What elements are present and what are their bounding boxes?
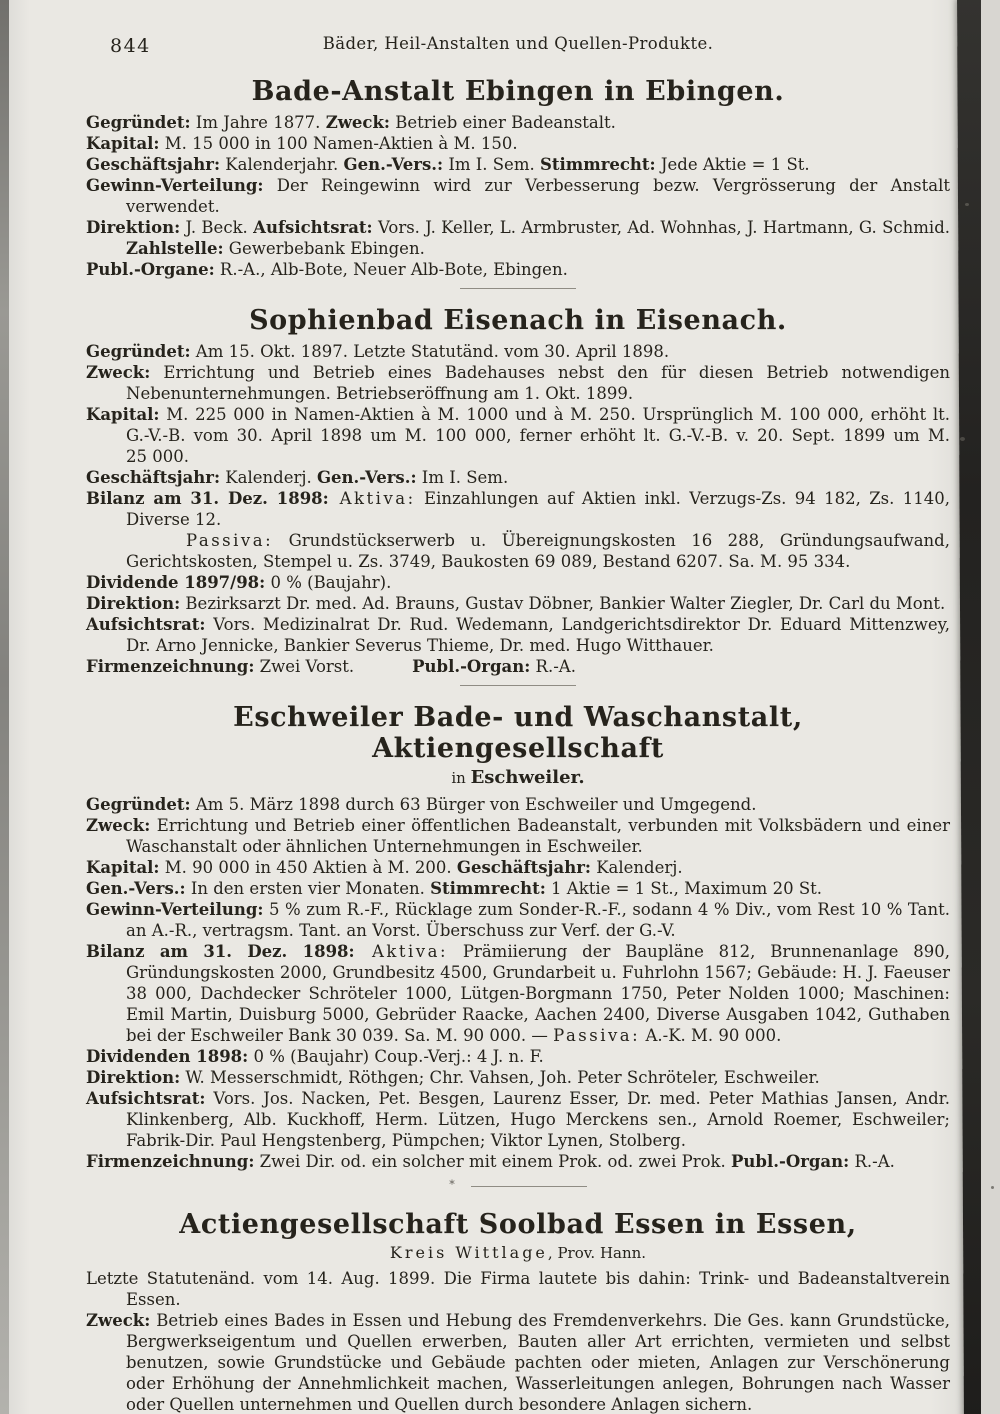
scan-speck — [960, 437, 965, 441]
company-entry-ebingen — [86, 76, 950, 280]
company-entry-eisenach — [86, 305, 950, 677]
text-run: Kalenderj. — [220, 468, 317, 487]
entry-paragraph — [86, 341, 950, 362]
text-run: Dividenden 1898: — [86, 1047, 249, 1066]
entry-paragraph — [86, 656, 950, 677]
text-run: M. 90 000 in 450 Aktien à M. 200. — [159, 858, 457, 877]
text-run: Eschweiler. — [470, 767, 585, 788]
text-run: Zweck: — [86, 363, 151, 382]
text-run: Jede Aktie = 1 St. — [655, 155, 810, 174]
text-run: Am 15. Okt. 1897. Letzte Statutänd. vom 30. April 1898. — [190, 342, 670, 361]
text-run: In den ersten vier Monaten. — [185, 879, 431, 898]
text-run: Gewinn-Verteilung: — [86, 900, 264, 919]
text-run: Publ.-Organ: — [731, 1152, 850, 1171]
text-run: Vors. J. Keller, L. Armbruster, Ad. Wohnhas, J. Hartmann, G. Schmid. — [372, 218, 950, 237]
text-run: Im I. Sem. — [443, 155, 540, 174]
page-number: 844 — [110, 35, 151, 57]
text-run: Einzahlungen auf Aktien inkl. Verzugs-Zs. 94 182, Zs. 1140, Diverse 12. — [126, 489, 950, 529]
entry-paragraph — [86, 112, 950, 133]
entry-heading: Sophienbad Eisenach in Eisenach. — [249, 305, 787, 336]
entry-subheading — [86, 767, 950, 788]
entry-paragraph — [86, 259, 950, 280]
section-divider — [86, 1180, 950, 1193]
text-run: Kapital: — [86, 405, 160, 424]
entry-paragraph — [86, 593, 950, 614]
text-run: Zwei Dir. od. ein solcher mit einem Prok. od. zwei Prok. — [254, 1152, 732, 1171]
entry-heading: Actiengesellschaft Soolbad Essen in Essen, — [179, 1209, 857, 1240]
entry-paragraph — [86, 217, 950, 259]
text-run: Bezirksarzt Dr. med. Ad. Brauns, Gustav Döbner, Bankier Walter Ziegler, Dr. Carl du Mont. — [180, 594, 946, 613]
text-run: Direktion: — [86, 218, 181, 237]
text-run: 0 % (Baujahr) Coup.-Verj.: 4 J. n. F. — [248, 1047, 544, 1066]
text-run: Betrieb einer Badeanstalt. — [390, 113, 616, 132]
section-divider — [86, 685, 950, 686]
entry-heading: Bade-Anstalt Ebingen in Ebingen. — [251, 76, 785, 107]
text-run: Gewerbebank Ebingen. — [223, 239, 425, 258]
text-run: Gegründet: — [86, 342, 191, 361]
entry-paragraph — [86, 1310, 950, 1414]
text-run: Zweck: — [325, 113, 391, 132]
entry-heading: Eschweiler Bade- und Waschanstalt, Aktiengesellschaft — [233, 702, 803, 764]
text-run: Im Jahre 1877. — [190, 113, 326, 132]
entry-paragraph — [86, 572, 950, 593]
text-run: in — [451, 769, 471, 787]
text-run: Kalenderjahr. — [220, 155, 344, 174]
text-run: Errichtung und Betrieb eines Badehauses nebst den für diesen Betrieb notwendigen Nebenunternehmungen. Betriebseröffnung am 1. Okt. 1899. — [126, 363, 950, 403]
company-entries — [86, 76, 950, 1414]
text-run: Publ.-Organ: — [412, 657, 531, 676]
text-run: Aufsichtsrat: — [253, 218, 373, 237]
text-run: Grundstückserwerb u. Übereignungskosten 16 288, Gründungsaufwand, Gerichtskosten, Stempel u. Zs. 3749, Baukosten 69 089, Bestand 6207. Sa. M. 95 334. — [126, 531, 950, 571]
text-run: Zweck: — [86, 1311, 151, 1330]
text-run: Geschäftsjahr: — [456, 858, 591, 877]
text-run: M. 15 000 in 100 Namen-Aktien à M. 150. — [159, 134, 518, 153]
entry-subheading — [86, 1243, 950, 1262]
text-run: Publ.-Organe: — [86, 260, 215, 279]
text-run: Zweck: — [86, 816, 151, 835]
text-run: A.-K. M. 90 000. — [640, 1026, 782, 1045]
entry-paragraph — [86, 404, 950, 467]
text-run: Kapital: — [86, 134, 160, 153]
entry-paragraph — [86, 530, 950, 572]
text-run: Kalenderj. — [590, 858, 683, 877]
text-run: Gegründet: — [86, 795, 191, 814]
entry-paragraph — [86, 899, 950, 941]
text-run: R.-A. — [530, 657, 576, 676]
text-run: Errichtung und Betrieb einer öffentlichen Badeanstalt, verbunden mit Volksbädern und einer Waschanstalt oder ähnlichen Unternehmungen in Eschweiler. — [126, 816, 950, 856]
text-run: Aufsichtsrat: — [86, 615, 206, 634]
text-run: Stimmrecht: — [430, 879, 546, 898]
text-run: 0 % (Baujahr). — [265, 573, 392, 592]
entry-paragraph — [86, 941, 950, 1046]
text-run: Zahlstelle: — [126, 239, 224, 258]
divider-line — [471, 1186, 587, 1187]
running-title: Bäder, Heil-Anstalten und Quellen-Produkte. — [322, 34, 714, 53]
running-header — [86, 34, 950, 60]
text-run: Bilanz am 31. Dez. 1898: — [86, 942, 355, 961]
text-run: Passiva: — [186, 531, 274, 550]
text-run: Zwei Vorst. — [254, 657, 355, 676]
text-run: Gen.-Vers.: — [86, 879, 186, 898]
text-run: Stimmrecht: — [539, 155, 656, 174]
text-run: Direktion: — [86, 594, 181, 613]
entry-paragraph — [86, 1151, 950, 1172]
text-run: Bilanz am 31. Dez. 1898: — [86, 489, 329, 508]
entry-paragraph — [86, 1088, 950, 1151]
entry-paragraph — [86, 133, 950, 154]
scan-speck — [991, 1186, 994, 1189]
text-run: Gegründet: — [86, 113, 191, 132]
divider-mark: * — [449, 1178, 455, 1191]
text-run: Betrieb eines Bades in Essen und Hebung des Fremdenverkehrs. Die Ges. kann Grundstücke, Bergwerkseigentum und Quellen erwerben, Bauten aller Art errichten, vermieten und selbst benutzen, sowie Grundstücke und Gebäude pachten oder mieten, Anlagen zur Verschönerung oder Erhöhung der Annehmlichkeit machen, Wasserleitungen anlegen, Bohrungen nach Wasser oder Quellen unternehmen und Quellen durch besondere Anlagen sichern. — [126, 1311, 950, 1414]
text-run: Gewinn-Verteilung: — [86, 176, 264, 195]
entry-paragraph — [86, 467, 950, 488]
entry-paragraph — [86, 794, 950, 815]
scan-edge-left — [0, 0, 9, 1414]
text-run: M. 225 000 in Namen-Aktien à M. 1000 und à M. 250. Ursprünglich M. 100 000, erhöht lt. G.-V.-B. vom 30. April 1898 um M. 100 000, ferner erhöht lt. G.-V.-B. v. 20. Sept. 1899 um M. 25 000. — [126, 405, 950, 466]
text-run: Letzte Statutenänd. vom 14. Aug. 1899. Die Firma lautete bis dahin: Trink- und Badeanstaltverein Essen. — [86, 1269, 950, 1309]
entry-paragraph — [86, 154, 950, 175]
entry-paragraph — [86, 815, 950, 857]
entry-paragraph — [86, 1067, 950, 1088]
text-run: 1 Aktie = 1 St., Maximum 20 St. — [545, 879, 822, 898]
text-run: Gen.-Vers.: — [343, 155, 444, 174]
entry-paragraph — [86, 1046, 950, 1067]
divider-line — [460, 685, 576, 686]
text-run: Aktiva: — [328, 489, 416, 508]
entry-paragraph — [86, 878, 950, 899]
text-run: Firmenzeichnung: — [86, 657, 255, 676]
text-run: , Prov. Hann. — [547, 1244, 647, 1262]
entry-paragraph — [86, 175, 950, 217]
entry-paragraph — [86, 614, 950, 656]
text-run: Der Reingewinn wird zur Verbesserung bezw. Vergrösserung der Anstalt verwendet. — [126, 176, 950, 216]
text-run: J. Beck. — [180, 218, 254, 237]
text-run: Aufsichtsrat: — [86, 1089, 206, 1108]
text-run: Geschäftsjahr: — [86, 468, 221, 487]
text-run: Kreis Wittlage — [389, 1243, 548, 1262]
text-run: Im I. Sem. — [416, 468, 509, 487]
text-run: Kapital: — [86, 858, 160, 877]
text-run: 5 % zum R.-F., Rücklage zum Sonder-R.-F., sodann 4 % Div., vom Rest 10 % Tant. an A.-R., vertragsm. Tant. an Vorst. Überschuss zur Verf. der G.-V. — [126, 900, 950, 940]
text-run: Geschäftsjahr: — [86, 155, 221, 174]
entry-paragraph — [86, 1268, 950, 1310]
company-entry-eschweiler — [86, 702, 950, 1172]
divider-line — [460, 288, 576, 289]
entry-paragraph — [86, 857, 950, 878]
company-entry-essen — [86, 1209, 950, 1414]
text-run: R.-A. — [849, 1152, 895, 1171]
text-run: Vors. Jos. Nacken, Pet. Besgen, Laurenz Esser, Dr. med. Peter Mathias Jansen, Andr. Klinkenberg, Alb. Kuckhoff, Herm. Lützen, Hugo Merckens sen., Arnold Roemer, Eschweiler; Fabrik-Dir. Paul Hengstenberg, Pümpchen; Viktor Lynen, Stolberg. — [126, 1089, 950, 1150]
entry-paragraph — [86, 362, 950, 404]
text-run: W. Messerschmidt, Röthgen; Chr. Vahsen, Joh. Peter Schröteler, Eschweiler. — [180, 1068, 820, 1087]
text-run: Dividende 1897/98: — [86, 573, 266, 592]
scan-edge-right — [981, 0, 1000, 1414]
text-run: Prämiierung der Baupläne 812, Brunnenanlage 890, Gründungskosten 2000, Grundbesitz 4500, Grundarbeit u. Fuhrlohn 1567; Gebäude: H. J. Faeuser 38 000, Dachdecker Schröteler 1000, Lütgen-Borgmann 1750, Peter Nolden 1000; Maschinen: Emil Martin, Duisburg 5000, Gebrüder Raacke, Aachen 2400, Diverse Ausgaben 1042, Guthaben bei der Eschweiler Bank 30 039. Sa. M. 90 000. — — [126, 942, 950, 1045]
text-run: Gen.-Vers.: — [316, 468, 417, 487]
text-run: R.-A., Alb-Bote, Neuer Alb-Bote, Ebingen. — [214, 260, 568, 279]
text-run: Firmenzeichnung: — [86, 1152, 255, 1171]
text-run: Vors. Medizinalrat Dr. Rud. Wedemann, Landgerichtsdirektor Dr. Eduard Mittenzwey, Dr. Arno Jennicke, Bankier Severus Thieme, Dr. med. Hugo Witthauer. — [126, 615, 950, 655]
text-run: Am 5. März 1898 durch 63 Bürger von Eschweiler und Umgegend. — [190, 795, 757, 814]
entry-paragraph — [86, 488, 950, 530]
text-run: Direktion: — [86, 1068, 181, 1087]
text-run: Aktiva: — [354, 942, 449, 961]
section-divider — [86, 288, 950, 289]
scan-speck — [965, 203, 969, 206]
text-run: Passiva: — [553, 1026, 641, 1045]
